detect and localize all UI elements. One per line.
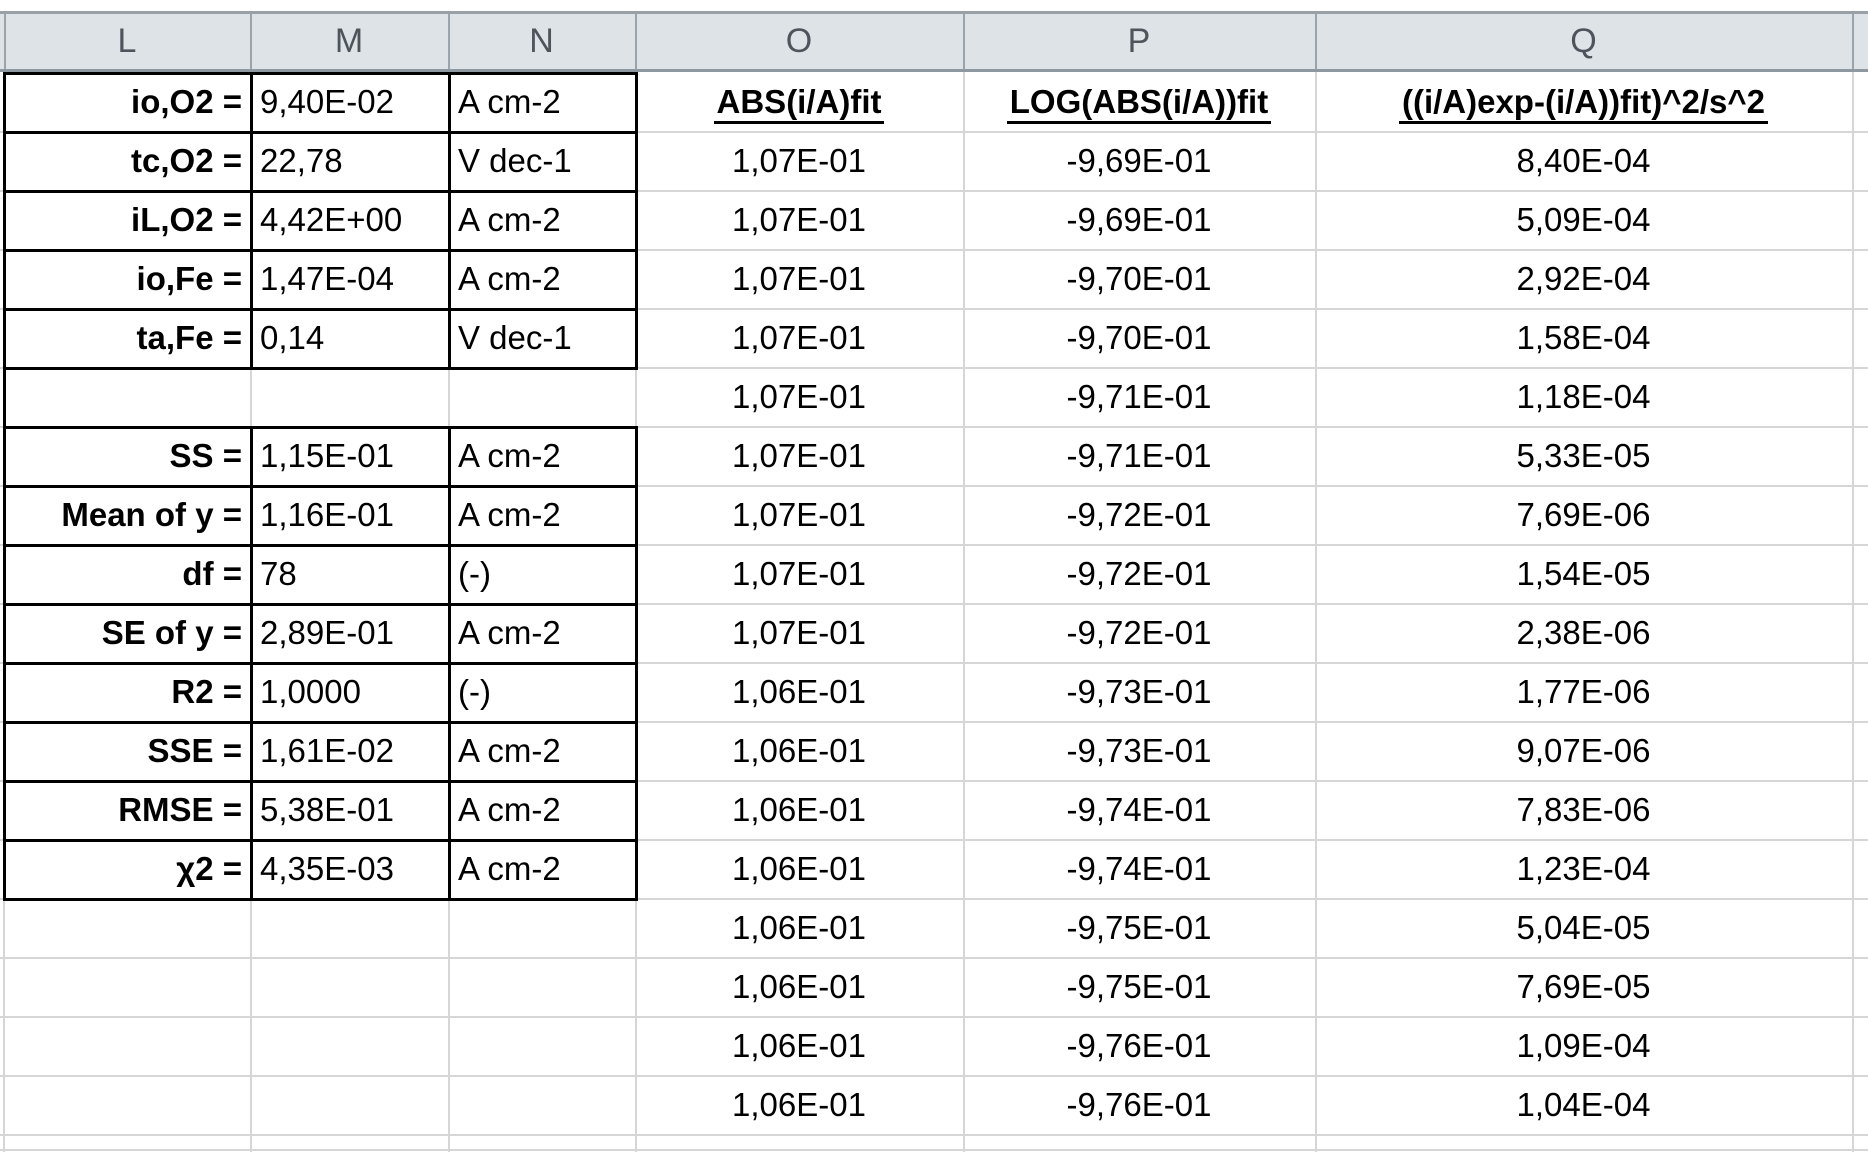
fit-abs-cell[interactable]: 1,07E-01 [732, 555, 866, 592]
stat-unit-cell[interactable]: A cm-2 [458, 732, 561, 769]
fit-res-cell[interactable]: 1,23E-04 [1516, 850, 1651, 887]
fit-abs-cell[interactable]: 1,07E-01 [732, 201, 866, 238]
fit-log-cell[interactable]: -9,73E-01 [1066, 732, 1212, 769]
fit-log-cell[interactable]: -9,71E-01 [1066, 378, 1212, 415]
stat-unit-cell[interactable]: A cm-2 [458, 791, 561, 828]
fit-col-header[interactable] [1315, 72, 1852, 131]
column-separator [1852, 14, 1854, 69]
stat-unit-cell[interactable]: V dec-1 [458, 142, 572, 179]
fit-log-cell[interactable]: -9,69E-01 [1066, 201, 1212, 238]
stat-label-cell[interactable]: Mean of y = [61, 496, 242, 533]
fit-res-cell[interactable]: 8,40E-04 [1516, 142, 1651, 179]
fit-log-cell[interactable]: -9,72E-01 [1066, 614, 1212, 651]
fit-abs-cell[interactable]: 1,07E-01 [732, 496, 866, 533]
fit-log-cell[interactable]: -9,74E-01 [1066, 791, 1212, 828]
fit-log-cell[interactable]: -9,74E-01 [1066, 850, 1212, 887]
fit-abs-cell[interactable]: 1,06E-01 [732, 732, 866, 769]
fit-abs-cell[interactable]: 1,07E-01 [732, 260, 866, 297]
fit-abs-cell[interactable]: 1,07E-01 [732, 437, 866, 474]
stat-label-cell[interactable]: tc,O2 = [131, 142, 242, 179]
column-header-P[interactable]: P [1127, 22, 1151, 60]
fit-res-cell[interactable]: 2,92E-04 [1516, 260, 1651, 297]
column-separator [963, 14, 965, 69]
stat-value-cell[interactable]: 2,89E-01 [260, 614, 394, 651]
stat-value-cell[interactable]: 1,61E-02 [260, 732, 394, 769]
fit-res-cell[interactable]: 7,69E-05 [1516, 968, 1651, 1005]
stat-value-cell[interactable]: 5,38E-01 [260, 791, 394, 828]
stat-unit-cell[interactable]: A cm-2 [458, 496, 561, 533]
stat-unit-cell[interactable]: A cm-2 [458, 260, 561, 297]
stat-label-cell[interactable]: χ2 = [176, 850, 242, 887]
fit-log-cell[interactable]: -9,76E-01 [1066, 1027, 1212, 1064]
fit-abs-cell[interactable]: 1,06E-01 [732, 673, 866, 710]
stat-unit-cell[interactable]: V dec-1 [458, 319, 572, 356]
fit-log-cell[interactable]: -9,71E-01 [1066, 437, 1212, 474]
stat-unit-cell[interactable]: A cm-2 [458, 614, 561, 651]
stat-value-cell[interactable]: 22,78 [260, 142, 343, 179]
stat-value-cell[interactable]: 1,15E-01 [260, 437, 394, 474]
fit-res-cell[interactable]: 7,69E-06 [1516, 496, 1651, 533]
fit-log-cell[interactable]: -9,72E-01 [1066, 496, 1212, 533]
fit-abs-cell[interactable]: 1,07E-01 [732, 378, 866, 415]
column-separator [1315, 14, 1317, 69]
fit-col-header[interactable] [963, 72, 1315, 131]
stat-label-cell[interactable]: SE of y = [101, 614, 242, 651]
stat-value-cell[interactable]: 1,16E-01 [260, 496, 394, 533]
stat-label-cell[interactable]: io,Fe = [136, 260, 242, 297]
column-header-Q[interactable]: Q [1570, 22, 1597, 60]
fit-abs-cell[interactable]: 1,07E-01 [732, 142, 866, 179]
fit-abs-cell[interactable]: 1,06E-01 [732, 791, 866, 828]
stat-value-cell[interactable]: 1,47E-04 [260, 260, 394, 297]
stat-label-cell[interactable]: iL,O2 = [131, 201, 242, 238]
stat-unit-cell[interactable]: A cm-2 [458, 850, 561, 887]
column-separator [4, 14, 6, 69]
fit-res-cell[interactable]: 1,58E-04 [1516, 319, 1651, 356]
fit-col-header-text: ((i/A)exp-(i/A))fit)^2/s^2 [1399, 84, 1768, 124]
stat-label-cell[interactable]: R2 = [171, 673, 242, 710]
fit-res-cell[interactable]: 5,04E-05 [1516, 909, 1651, 946]
fit-abs-cell[interactable]: 1,06E-01 [732, 1086, 866, 1123]
stat-unit-cell[interactable]: (-) [458, 555, 491, 592]
fit-abs-cell[interactable]: 1,06E-01 [732, 968, 866, 1005]
fit-log-cell[interactable]: -9,70E-01 [1066, 260, 1212, 297]
column-header-band [0, 11, 1868, 72]
fit-res-cell[interactable]: 1,18E-04 [1516, 378, 1651, 415]
fit-col-header-text: ABS(i/A)fit [714, 84, 885, 124]
stat-label-cell[interactable]: ta,Fe = [136, 319, 242, 356]
stat-label-cell[interactable]: io,O2 = [131, 83, 242, 120]
fit-log-cell[interactable]: -9,76E-01 [1066, 1086, 1212, 1123]
fit-log-cell[interactable]: -9,70E-01 [1066, 319, 1212, 356]
stat-value-cell[interactable]: 78 [260, 555, 297, 592]
stat-label-cell[interactable]: RMSE = [118, 791, 242, 828]
column-header-L[interactable]: L [117, 22, 137, 60]
column-header-M[interactable]: M [334, 22, 364, 60]
stat-label-cell[interactable]: SS = [169, 437, 242, 474]
stat-unit-cell[interactable]: A cm-2 [458, 201, 561, 238]
fit-log-cell[interactable]: -9,75E-01 [1066, 968, 1212, 1005]
stat-value-cell[interactable]: 4,35E-03 [260, 850, 394, 887]
column-header-N[interactable]: N [529, 22, 554, 60]
fit-col-header[interactable] [635, 72, 963, 131]
fit-log-cell[interactable]: -9,72E-01 [1066, 555, 1212, 592]
fit-res-cell[interactable]: 1,04E-04 [1516, 1086, 1651, 1123]
fit-col-header-text: LOG(ABS(i/A))fit [1007, 84, 1271, 124]
fit-log-cell[interactable]: -9,69E-01 [1066, 142, 1212, 179]
fit-abs-cell[interactable]: 1,06E-01 [732, 850, 866, 887]
fit-res-cell[interactable]: 1,77E-06 [1516, 673, 1651, 710]
fit-res-cell[interactable]: 5,09E-04 [1516, 201, 1651, 238]
column-separator [448, 14, 450, 69]
stat-value-cell[interactable]: 9,40E-02 [260, 83, 394, 120]
column-separator [250, 14, 252, 69]
column-header-O[interactable]: O [785, 22, 813, 60]
fit-log-cell[interactable]: -9,73E-01 [1066, 673, 1212, 710]
stat-value-cell[interactable]: 4,42E+00 [260, 201, 403, 238]
fit-abs-cell[interactable]: 1,06E-01 [732, 1027, 866, 1064]
stat-unit-cell[interactable]: A cm-2 [458, 83, 561, 120]
fit-res-cell[interactable]: 5,33E-05 [1516, 437, 1651, 474]
fit-abs-cell[interactable]: 1,06E-01 [732, 909, 866, 946]
fit-res-cell[interactable]: 1,09E-04 [1516, 1027, 1651, 1064]
fit-res-cell[interactable]: 9,07E-06 [1516, 732, 1651, 769]
fit-res-cell[interactable]: 2,38E-06 [1516, 614, 1651, 651]
stat-value-cell[interactable]: 0,14 [260, 319, 325, 356]
stat-value-cell[interactable]: 1,0000 [260, 673, 361, 710]
stat-label-cell[interactable]: df = [182, 555, 242, 592]
fit-log-cell[interactable]: -9,75E-01 [1066, 909, 1212, 946]
stat-unit-cell[interactable]: (-) [458, 673, 491, 710]
fit-res-cell[interactable]: 1,54E-05 [1516, 555, 1651, 592]
fit-abs-cell[interactable]: 1,07E-01 [732, 319, 866, 356]
column-separator [635, 14, 637, 69]
stat-label-cell[interactable]: SSE = [147, 732, 242, 769]
fit-abs-cell[interactable]: 1,07E-01 [732, 614, 866, 651]
stat-unit-cell[interactable]: A cm-2 [458, 437, 561, 474]
fit-res-cell[interactable]: 7,83E-06 [1516, 791, 1651, 828]
